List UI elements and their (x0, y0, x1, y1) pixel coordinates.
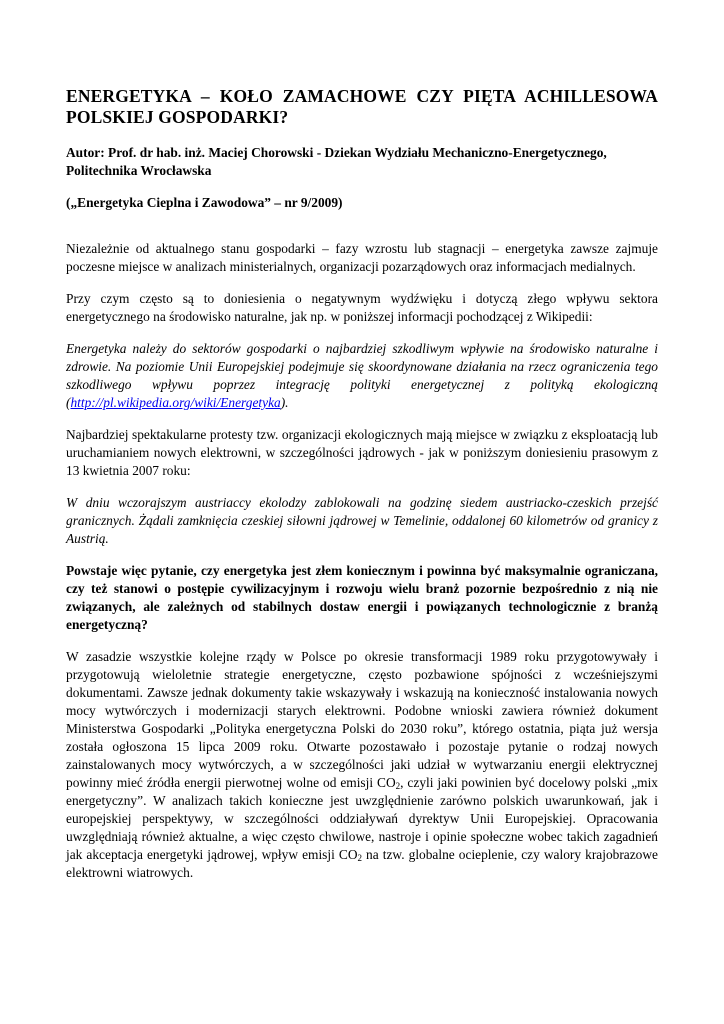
paragraph-strategies-part1: W zasadzie wszystkie kolejne rządy w Polsce po okresie transformacji 1989 roku przygotowywały i przygotowują wieloletnie strategie energetyczne, często pozbawione spójności z wcześniejszymi dokumentami. Zawsze jednak dokumenty takie wskazywały i wskazują na konieczność instalowania nowych mocy wytwórczych i modernizacji starych elektrowni. Podobne wnioski zawiera również dokument Ministerstwa Gospodarki „Polityka energetyczna Polski do 2030 roku”, którego ostatnia, piąta już wersja została ogłoszona 15 lipca 2009 roku. Otwarte pozostawało i pozostaje pytanie o rodzaj nowych zainstalowanych mocy wytwórczych, a w szczególności jaki udział w wytwarzaniu energii elektrycznej powinny mieć źródła energii pierwotnej wolne od emisji CO (66, 649, 658, 790)
paragraph-protests: Najbardziej spektakularne protesty tzw. organizacji ekologicznych mają miejsce w związku z eksploatacją lub uruchamianiem nowych elektrowni, w szczególności jądrowych - jak w poniższym doniesieniu prasowym z 13 kwietnia 2007 roku: (66, 427, 658, 478)
paragraph-question: Powstaje więc pytanie, czy energetyka jest złem koniecznym i powinna być maksymalnie ograniczana, czy też stanowi o postępie cywilizacyjnym i rozwoju wielu branż pozornie bezpośrednio z nią nie związanych, ale zależnych od stabilnych dostaw energii i powiązanych technologicznie z branżą energetyczną? (66, 563, 658, 632)
quote-wikipedia-end: ). (280, 395, 289, 410)
co2-subscript-2: 2 (357, 853, 362, 863)
document-page (66, 86, 658, 896)
quote-press: W dniu wczorajszym austriaccy ekolodzy zablokowali na godzinę siedem austriacko-czeskich przejść granicznych. Żądali zamknięcia czeskiej siłowni jądrowej w Temelinie, oddalonej 60 kilometrów od granicy z Austrią. (66, 495, 658, 546)
document-title: ENERGETYKA – KOŁO ZAMACHOWE CZY PIĘTA ACHILLESOWA POLSKIEJ GOSPODARKI? (66, 86, 658, 127)
paragraph-wikipedia-intro: Przy czym często są to doniesienia o negatywnym wydźwięku i dotyczą złego wpływu sektora energetycznego na środowisko naturalne, jak np. w poniższej informacji pochodzącej z Wikipedii: (66, 291, 658, 324)
source-citation: („Energetyka Cieplna i Zawodowa” – nr 9/2009) (66, 195, 343, 210)
paragraph-strategies (66, 648, 658, 882)
paragraph-intro: Niezależnie od aktualnego stanu gospodarki – fazy wzrostu lub stagnacji – energetyka zawsze zajmuje poczesne miejsce w analizach ministerialnych, organizacji pozarządowych oraz informacjach medialnych. (66, 241, 658, 274)
quote-wikipedia (66, 340, 658, 412)
wikipedia-link[interactable]: http://pl.wikipedia.org/wiki/Energetyka (70, 395, 281, 410)
author-line: Autor: Prof. dr hab. inż. Maciej Chorowski - Dziekan Wydziału Mechaniczno-Energetycznego, Politechnika Wrocławska (66, 145, 607, 178)
quote-wikipedia-text: Energetyka należy do sektorów gospodarki o najbardziej szkodliwym wpływie na środowisko naturalne i zdrowie. Na poziomie Unii Europejskiej podejmuje się skoordynowane działania na rzecz ograniczenia tego szkodliwego wpływu poprzez integrację polityki energetycznej z polityką ekologiczną ( (66, 341, 658, 410)
paragraph-strategies-part2: , czyli jaki powinien być docelowy polski „mix energetyczny”. W analizach takich konieczne jest uwzględnienie zarówno polskich uwarunkowań, jak i europejskiej perspektywy, w szczególności oddziaływań dyrektyw Unii Europejskiej. Opracowania uwzględniają również aktualne, a więc często chwilowe, nastroje i opinie społeczne wobec takich zagadnień jak akceptacja energetyki jądrowej, wpływ emisji CO (66, 775, 658, 862)
paragraph-strategies-part3: na tzw. globalne ocieplenie, czy walory krajobrazowe elektrowni wiatrowych. (66, 847, 658, 880)
co2-subscript-1: 2 (395, 781, 401, 791)
